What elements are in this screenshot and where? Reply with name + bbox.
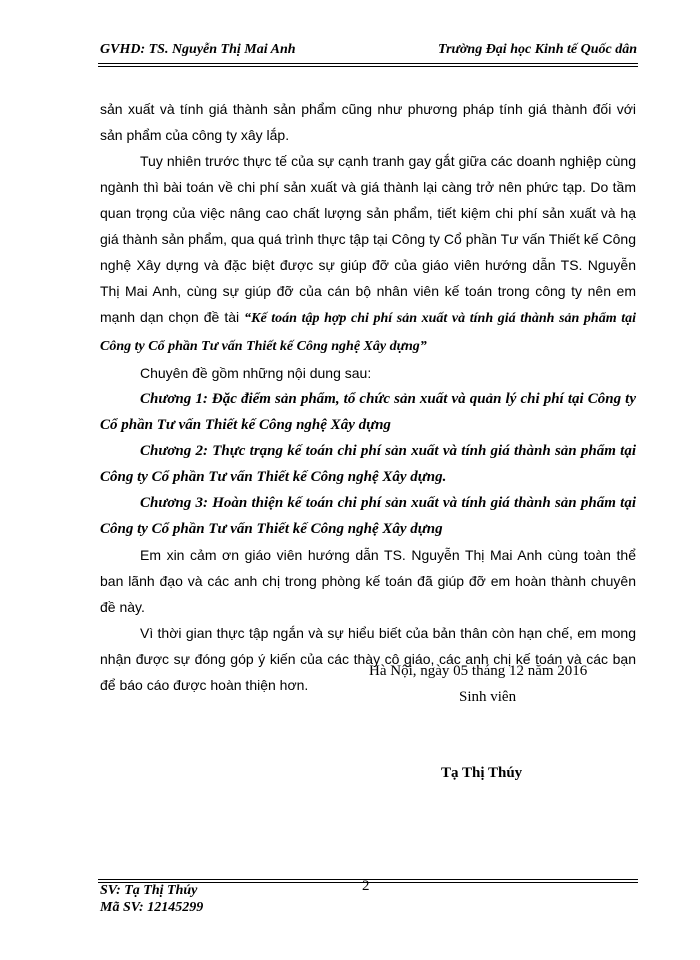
paragraph-topic-text: Tuy nhiên trước thực tế của sự cạnh tranh gay gắt giữa các doanh nghiệp cùng ngành thì bài toán về chi phí sản xuất và giá thành lại càng trở nên phức tạp. Do tầm quan trọng của việc nâng cao chất lượng sản phẩm, tiết kiệm chi phí sản xuất và hạ giá thành sản phẩm, qua quá trình thực tập tại Công ty Cổ phần Tư vấn Thiết kế Công nghệ Xây dựng và đặc biệt được sự giúp đỡ của giáo viên hướng dẫn TS. Nguyễn Thị Mai Anh, cùng sự giúp đỡ của cán bộ nhân viên kế toán trong công ty nên em mạnh dạn chọn đề tài	[100, 153, 636, 325]
paragraph-contents-intro: Chuyên đề gồm những nội dung sau:	[140, 365, 372, 381]
signature-role: Sinh viên	[459, 689, 517, 705]
chapter-1: Chương 1: Đặc điểm sản phẩm, tổ chức sản xuất và quản lý chi phí tại Công ty Cổ phần Tư vấn Thiết kế Công nghệ Xây dựng	[100, 391, 636, 433]
header-divider-secondary	[98, 66, 638, 67]
footer-student-id: Mã SV: 12145299	[100, 900, 204, 915]
paragraph-intro-continued: sản xuất và tính giá thành sản phẩm cũng như phương pháp tính giá thành đối với sản phẩm của công ty xây lắp.	[100, 101, 636, 143]
document-body	[100, 96, 636, 698]
signature-name: Tạ Thị Thúy	[441, 765, 523, 781]
header-supervisor: GVHD: TS. Nguyễn Thị Mai Anh	[100, 42, 296, 57]
header-divider	[98, 63, 638, 64]
paragraph-thanks: Em xin cảm ơn giáo viên hướng dẫn TS. Nguyễn Thị Mai Anh cùng toàn thể ban lãnh đạo và các anh chị trong phòng kế toán đã giúp đỡ em hoàn thành chuyên đề này.	[100, 547, 636, 615]
signature-date: Hà Nội, ngày 05 tháng 12 năm 2016	[369, 663, 588, 679]
chapter-2: Chương 2: Thực trạng kế toán chi phí sản xuất và tính giá thành sản phẩm tại Công ty Cổ phần Tư vấn Thiết kế Công nghệ Xây dựng.	[100, 443, 636, 485]
paragraph-topic-rationale	[100, 148, 636, 360]
header-university: Trường Đại học Kinh tế Quốc dân	[438, 42, 637, 57]
footer-student-name: SV: Tạ Thị Thúy	[100, 883, 198, 898]
thesis-title: “Kế toán tập hợp chi phí sản xuất và tính giá thành sản phẩm tại Công ty Cổ phần Tư vấn Thiết kế Công nghệ Xây dựng”	[100, 311, 636, 354]
chapter-3: Chương 3: Hoàn thiện kế toán chi phí sản xuất và tính giá thành sản phẩm tại Công ty Cổ phần Tư vấn Thiết kế Công nghệ Xây dựng	[100, 495, 636, 537]
page-header	[100, 42, 637, 62]
page-number: 2	[362, 878, 370, 894]
paragraph-closing: Vì thời gian thực tập ngắn và sự hiểu biết của bản thân còn hạn chế, em mong nhận được sự đóng góp ý kiến của các thày cô giáo, các anh chị kế toán và các bạn để báo cáo được hoàn thiện hơn.	[100, 625, 636, 693]
